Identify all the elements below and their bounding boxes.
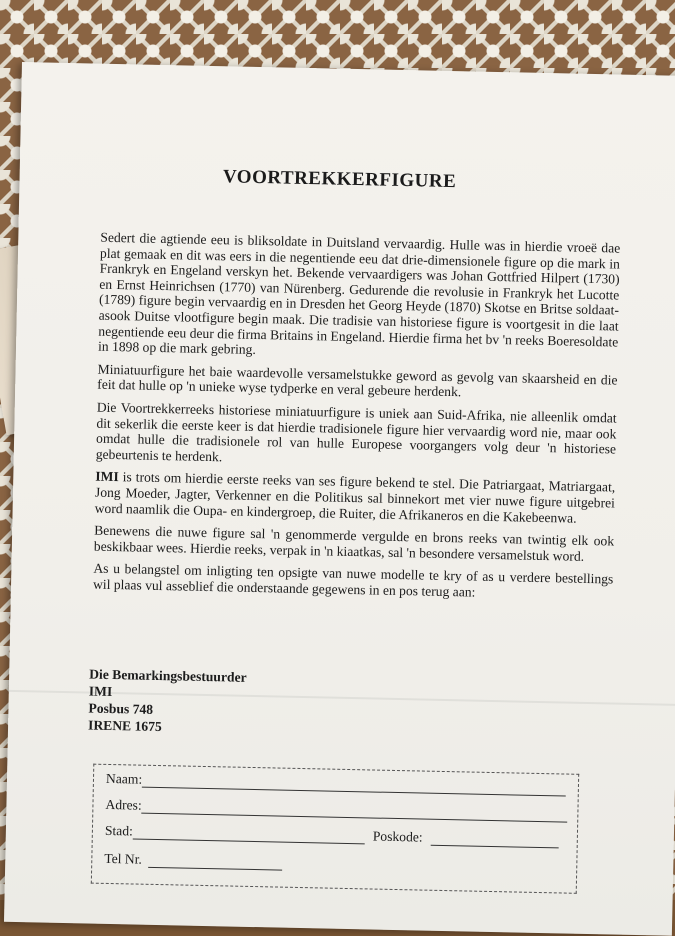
name-field[interactable] bbox=[142, 773, 566, 797]
postcode-label: Poskode: bbox=[372, 828, 423, 845]
city-field[interactable] bbox=[133, 824, 365, 844]
postcode-field[interactable] bbox=[430, 831, 558, 849]
imi-bold: IMI bbox=[95, 468, 119, 485]
paragraph-series: Die Voortrekkerreeks historiese miniatuurfigure is uniek aan Suid-Afrika, nie alleenlik omdat dit sekerlik die eerste keer is dat hierdie tradisionele figure hier vervaardig word nie, maar ook omdat hulle die tradisionele rol van hulle Europese voorgangers volg deur 'n historiese gebeurtenis te herdenk. bbox=[95, 399, 617, 464]
reply-form bbox=[91, 764, 579, 894]
address-line: Die Bemarkingsbestuurder bbox=[89, 666, 247, 685]
city-row bbox=[105, 823, 559, 849]
name-label: Naam: bbox=[105, 770, 143, 787]
tel-label: Tel Nr. bbox=[104, 850, 143, 867]
address-line: Posbus 748 bbox=[88, 700, 154, 717]
document-title: VOORTREKKERFIGURE bbox=[222, 166, 457, 193]
return-address bbox=[88, 666, 247, 737]
paragraph-history: Sedert die agtiende eeu is bliksoldate in Duitsland vervaardig. Hulle was in hierdie vroeë dae plat gemaak en dit was eers in die negentiende eeu dat drie-dimensionele figure op die mark in Frankryk en Engeland verskyn het. Bekende vervaardigers was Johan Gottfried Hilpert (1730) en Ernst Heinrichsen (1770) van Nürenberg. Gedurende die revolusie in Frankryk het Lucotte (1789) figure begin vervaardig en in Dresden het Georg Heyde (1870) Skotse en Britse soldaat- asook Duitse vlootfigure begin maak. Die tradisie van historiese figure is voortgesit in die laat negentiende eeu deur die firma Britains in Engeland. Hierdie firma het bv 'n reeks Boeresoldate in 1898 op die mark gebring. bbox=[97, 229, 621, 358]
paragraph-gilded: Benewens die nuwe figure sal 'n genommerde vergulde en brons reeks van twintig elk ook beskikbaar wees. Hierdie reeks, verpak in 'n kiaatkas, sal 'n besondere versamelstuk word. bbox=[93, 522, 615, 564]
document-sheet bbox=[4, 62, 675, 936]
paragraph-imi-text: is trots om hierdie eerste reeks van ses figure bekend te stel. Die Patriargaat, Matriargaat, Jong Moeder, Jagter, Verkenner en die Politikus sal binnekort met vier nuwe figure uitgebrei word naamlik die Oupa- en kindergroep, die Ruiter, die Afrikaneros en die Kakebeenwa. bbox=[94, 469, 616, 526]
tel-row bbox=[104, 851, 282, 871]
address-line: IMI bbox=[88, 683, 113, 700]
paragraph-request: As u belangstel om inligting ten opsigte van nuwe modelle te kry of as u verdere bestellings wil plaas vul asseblief die onderstaande gegewens in en pos terug aan: bbox=[92, 560, 614, 600]
address-label: Adres: bbox=[105, 796, 142, 813]
name-row bbox=[106, 771, 566, 797]
document-body bbox=[93, 230, 621, 610]
address-field[interactable] bbox=[142, 799, 568, 823]
paragraph-imi bbox=[95, 469, 616, 527]
address-line: IRENE 1675 bbox=[87, 717, 162, 735]
paragraph-collectibles: Miniatuurfigure het baie waardevolle versamelstukke geword as gevolg van skaarsheid en die feit dat hulle op 'n unieke wyse tydperke en veral gebeure herdenk. bbox=[97, 361, 618, 400]
city-label: Stad: bbox=[104, 822, 134, 839]
tel-field[interactable] bbox=[148, 853, 282, 871]
address-row bbox=[105, 797, 567, 823]
